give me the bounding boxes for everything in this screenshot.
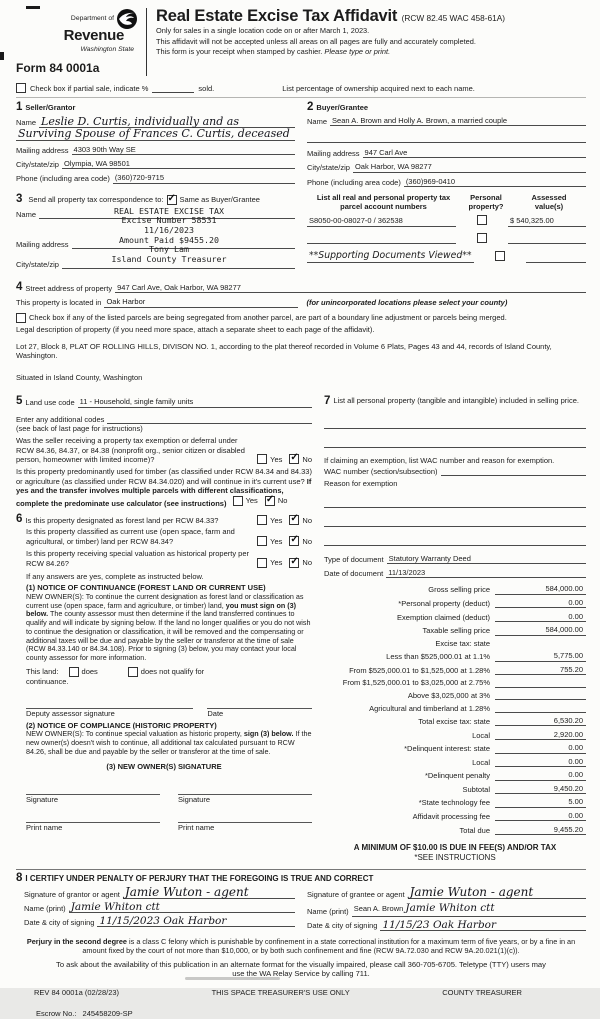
footer-row bbox=[16, 988, 586, 997]
tax-computation-table bbox=[324, 584, 586, 835]
tax-row-value[interactable]: 0.00 bbox=[495, 612, 586, 622]
tax-row-label: Affidavit processing fee bbox=[412, 812, 490, 822]
land-qualify-row bbox=[16, 667, 312, 677]
new-owner-signature-title: (3) NEW OWNER(S) SIGNATURE bbox=[106, 762, 222, 772]
corr-name-label: Name bbox=[16, 209, 37, 219]
type-of-document-label: Type of document bbox=[324, 554, 384, 564]
tax-row-value[interactable]: 2,920.00 bbox=[495, 730, 586, 740]
tax-row-label: *Delinquent interest: state bbox=[404, 744, 490, 754]
assessed-value-field-3[interactable] bbox=[526, 254, 586, 263]
land-use-section bbox=[16, 396, 312, 408]
deputy-assessor-signature-line[interactable] bbox=[26, 698, 193, 709]
treasurer-stamp bbox=[64, 207, 274, 265]
additional-codes-label: Enter any additional codes bbox=[16, 414, 105, 424]
grantor-datecity-label: Date & city of signing bbox=[24, 918, 95, 928]
personal-property-checkbox-3[interactable] bbox=[495, 251, 505, 261]
section-6-number: 6 bbox=[16, 512, 23, 525]
seller-name-field[interactable]: Leslie D. Curtis, individually and as bbox=[39, 116, 295, 128]
tax-row-value[interactable] bbox=[495, 712, 586, 713]
seller-citystatezip-label: City/state/zip bbox=[16, 160, 59, 170]
same-as-buyer-label: Same as Buyer/Grantee bbox=[179, 195, 260, 205]
alternate-format-notice: To ask about the availability of this publication in an alternate format for the visually impaired, please call 360-705-6705. Teletype (TTY) users may use the WA Relay Service by calling 711. bbox=[56, 959, 546, 979]
yes-label: Yes bbox=[270, 515, 283, 525]
buyer-phone-label: Phone (including area code) bbox=[307, 177, 401, 187]
assessed-value-field-1[interactable]: $ 540,325.00 bbox=[508, 216, 586, 226]
grantee-signature-field[interactable]: Jamie Wuton - agent bbox=[408, 887, 586, 899]
assessor-signature-row bbox=[16, 698, 312, 718]
tax-row-label: Excise tax: state bbox=[435, 638, 490, 648]
correspondence-fields bbox=[16, 205, 295, 274]
reason-line-3[interactable] bbox=[324, 537, 586, 546]
notice-continuance-title: (1) NOTICE OF CONTINUANCE (FOREST LAND OR CURRENT USE) bbox=[26, 583, 266, 593]
reason-line-2[interactable] bbox=[324, 518, 586, 527]
tax-row-value[interactable]: 755.20 bbox=[495, 665, 586, 675]
section-1-number: 1 bbox=[16, 101, 23, 114]
notice-compliance-text: NEW OWNER(S): To continue special valuation as historic property, sign (3) below. If the new owner(s) doesn't wish to continue, all additional tax calculated pursuant to RCW 84.26, shall be due and payable by the seller or transferor at the time of sale. bbox=[26, 729, 312, 756]
seller-name-field-line2[interactable]: Surviving Spouse of Frances C. Curtis, deceased bbox=[16, 128, 295, 141]
seller-grantor-section bbox=[16, 102, 295, 187]
seller-citystatezip-field[interactable]: Olympia, WA 98501 bbox=[62, 159, 295, 169]
seller-phone-field[interactable]: (360)720-9715 bbox=[113, 173, 295, 183]
street-address-label: Street address of property bbox=[25, 283, 113, 293]
land-use-label: Land use code bbox=[25, 398, 75, 408]
date-of-document-field[interactable]: 11/13/2023 bbox=[386, 568, 586, 578]
scan-artifact bbox=[185, 977, 280, 980]
stamp-line-1: REAL ESTATE EXCISE TAX bbox=[114, 205, 224, 216]
no-label: No bbox=[277, 495, 288, 505]
q6-1-yes-checkbox[interactable] bbox=[257, 515, 267, 525]
scan-artifact bbox=[26, 6, 40, 9]
header-note-2: This affidavit will not be accepted unless all areas on all pages are fully and accurately completed. bbox=[156, 36, 476, 46]
tax-row-label: Total excise tax: state bbox=[418, 717, 490, 727]
q6-3-no-checkbox[interactable] bbox=[289, 558, 299, 568]
right-column bbox=[324, 396, 586, 863]
q5-2-no-checkbox[interactable] bbox=[265, 496, 275, 506]
tax-row-label: From $1,525,000.01 to $3,025,000 at 2.75% bbox=[342, 678, 490, 688]
owner-printname-row bbox=[16, 812, 312, 832]
stamp-line-2: Excise Number 58531 bbox=[121, 215, 217, 226]
partial-sale-row bbox=[16, 83, 586, 98]
assessed-value-field-2[interactable] bbox=[508, 235, 586, 244]
partial-sale-label: Check box if partial sale, indicate % bbox=[30, 83, 149, 93]
exemption-note: If claiming an exemption, list WAC number and reason for exemption. bbox=[324, 455, 555, 465]
land-use-field[interactable]: 11 - Household, single family units bbox=[78, 397, 312, 407]
buyer-grantee-section bbox=[307, 102, 586, 187]
tax-row-value[interactable]: 9,455.20 bbox=[495, 825, 586, 835]
tax-row-value[interactable]: 6,530.20 bbox=[495, 716, 586, 726]
tax-row-label: Agricultural and timberland at 1.28% bbox=[369, 703, 490, 713]
current-use-question: Is this property classified as current use (open space, farm and agricultural, or timber) land per RCW 84.34? bbox=[26, 527, 235, 546]
tax-row-value[interactable]: 584,000.00 bbox=[495, 584, 586, 594]
tax-row-value[interactable]: 5.00 bbox=[495, 797, 586, 807]
legal-description-text: Lot 27, Block 8, PLAT OF ROLLING HILLS, DIVISON NO. 1, according to the plat thereof recorded in Volume 6 Plats, Pages 43 and 44, records of Island County, Washington. bbox=[16, 341, 552, 361]
buyer-name-field[interactable]: Sean A. Brown and Holly A. Brown, a married couple bbox=[330, 116, 586, 126]
personal-property-header: Personal property? bbox=[468, 193, 504, 211]
this-land-label: This land: bbox=[26, 667, 59, 677]
parcel-row-1 bbox=[307, 215, 586, 226]
parcel-number-field-2[interactable] bbox=[307, 235, 456, 244]
header-note-1: Only for sales in a single location code on or after March 1, 2023. bbox=[156, 26, 370, 36]
grantee-datecity-label: Date & city of signing bbox=[307, 921, 378, 931]
parcel-row-3 bbox=[307, 250, 586, 263]
yes-label: Yes bbox=[245, 495, 258, 505]
grantor-signature-block bbox=[16, 887, 295, 930]
forest-land-question-row bbox=[16, 514, 312, 526]
grantee-printname-field[interactable]: Sean A. Brown Jamie Whiton ctt bbox=[352, 902, 586, 916]
ownership-percent-note: List percentage of ownership acquired next to each name. bbox=[282, 83, 475, 93]
section-3-number: 3 bbox=[16, 193, 23, 206]
section-8-number: 8 bbox=[16, 871, 23, 884]
land-does-checkbox[interactable] bbox=[69, 667, 79, 677]
assessed-value-header: Assessed value(s) bbox=[531, 193, 567, 211]
q5-1-no-checkbox[interactable] bbox=[289, 454, 299, 464]
signature-label: Signature bbox=[26, 794, 59, 804]
escrow-label: Escrow No.: bbox=[36, 1009, 77, 1019]
see-instructions-note: *SEE INSTRUCTIONS bbox=[414, 852, 496, 862]
buyer-mailing-field[interactable]: 947 Carl Ave bbox=[363, 148, 586, 158]
seller-title: Seller/Grantor bbox=[25, 103, 76, 113]
located-in-field[interactable]: Oak Harbor bbox=[104, 297, 298, 307]
section-7-number: 7 bbox=[324, 395, 331, 408]
date-of-document-label: Date of document bbox=[324, 569, 384, 579]
form-number: Form 84 0001a bbox=[16, 61, 100, 76]
page-title: Real Estate Excise Tax Affidavit (RCW 82.45 WAC 458-61A) bbox=[156, 7, 506, 25]
assessor-date-line[interactable] bbox=[207, 698, 312, 709]
assessor-date-label: Date bbox=[207, 709, 224, 719]
section-5-number: 5 bbox=[16, 395, 23, 408]
grantor-printname-label: Name (print) bbox=[24, 904, 66, 914]
seller-mailing-field[interactable]: 4303 90th Way SE bbox=[72, 145, 295, 155]
historical-question: Is this property receiving special valuation as historical property per RCW 84.26? bbox=[26, 549, 250, 568]
scan-artifact bbox=[0, 52, 4, 60]
rev-form-id: REV 84 0001a (02/28/23) bbox=[34, 987, 120, 997]
print-name-label: Print name bbox=[26, 823, 63, 833]
escrow-row bbox=[16, 1009, 586, 1018]
grantee-sig-label: Signature of grantee or agent bbox=[307, 890, 405, 900]
rcw-reference: (RCW 82.45 WAC 458-61A) bbox=[401, 13, 506, 23]
reason-line-1[interactable] bbox=[324, 499, 586, 508]
street-address-field[interactable]: 947 Carl Ave, Oak Harbor, WA 98277 bbox=[115, 283, 586, 293]
tax-row-label: Less than $525,000.01 at 1.1% bbox=[386, 652, 490, 662]
segregated-checkbox[interactable] bbox=[16, 313, 26, 323]
tax-row-value[interactable]: 0.00 bbox=[495, 743, 586, 753]
grantor-sig-label: Signature of grantor or agent bbox=[24, 890, 120, 900]
grantor-datecity-field[interactable]: 11/15/2023 Oak Harbor bbox=[97, 916, 295, 927]
tax-row-label: Local bbox=[472, 730, 490, 740]
agency-block bbox=[16, 8, 147, 76]
stamp-line-5: Tony Lam bbox=[149, 244, 189, 255]
parcel-number-field-1[interactable]: S8050-00-08027-0 / 362538 bbox=[307, 216, 456, 226]
tax-row-label: Exemption claimed (deduct) bbox=[397, 612, 490, 622]
parcel-row-2 bbox=[307, 233, 586, 244]
deputy-assessor-label: Deputy assessor signature bbox=[26, 709, 115, 719]
current-use-question-row bbox=[16, 527, 312, 546]
tax-row-value[interactable]: 0.00 bbox=[495, 757, 586, 767]
notice-compliance-title: (2) NOTICE OF COMPLIANCE (HISTORIC PROPERTY) bbox=[26, 720, 217, 730]
exemption-deferral-question: Was the seller receiving a property tax exemption or deferral under RCW 84.36, 84.37, or 84.38 (nonprofit org., senior citizen or disabled person, homeowner with limited income)? bbox=[16, 436, 245, 465]
does-not-label: does not qualify for bbox=[140, 667, 205, 677]
no-label: No bbox=[302, 536, 312, 546]
section-4-number: 4 bbox=[16, 280, 23, 293]
grantee-printname-label: Name (print) bbox=[307, 907, 349, 917]
tax-row-value[interactable]: 0.00 bbox=[495, 811, 586, 821]
stamp-line-4: Amount Paid $9455.20 bbox=[119, 234, 219, 245]
q6-1-no-checkbox[interactable] bbox=[289, 515, 299, 525]
q6-3-yes-checkbox[interactable] bbox=[257, 558, 267, 568]
historical-question-row bbox=[16, 549, 312, 568]
parcel-table bbox=[307, 194, 586, 274]
seller-phone-label: Phone (including area code) bbox=[16, 174, 110, 184]
buyer-phone-field[interactable]: (360)969-0410 bbox=[404, 177, 586, 187]
situated-in-text: Situated in Island County, Washington bbox=[16, 372, 143, 382]
tax-row-value[interactable]: 584,000.00 bbox=[495, 625, 586, 635]
personal-property-checkbox-1[interactable] bbox=[477, 215, 487, 225]
supporting-documents-note: **Supporting Documents Viewed** bbox=[309, 250, 472, 262]
tax-row-value[interactable]: 9,450.20 bbox=[495, 784, 586, 794]
personal-property-intro: List all personal property (tangible and intangible) included in selling price. bbox=[333, 396, 579, 406]
correspondence-intro: Send all property tax correspondence to: bbox=[28, 195, 164, 205]
county-treasurer-label: COUNTY TREASURER bbox=[442, 987, 522, 997]
partial-sale-checkbox[interactable] bbox=[16, 83, 26, 93]
same-as-buyer-checkbox[interactable] bbox=[167, 195, 177, 205]
washington-state-label: Washington State bbox=[80, 45, 134, 53]
buyer-name-field-line2[interactable] bbox=[307, 134, 586, 143]
personal-property-line-2[interactable] bbox=[324, 439, 586, 448]
no-label: No bbox=[302, 558, 312, 568]
owner-signature-row bbox=[16, 784, 312, 804]
grantee-datecity-field[interactable]: 11/15/23 Oak Harbor bbox=[380, 920, 586, 931]
section-2-number: 2 bbox=[307, 101, 314, 114]
county-note: (for unincorporated locations please select your county) bbox=[306, 298, 508, 308]
tax-row-label: *Delinquent penalty bbox=[424, 771, 490, 781]
tax-row-label: *Personal property (deduct) bbox=[398, 599, 490, 609]
owner-printname-line-1[interactable] bbox=[26, 812, 160, 823]
timber-agriculture-question: Is this property predominantly used for timber (as classified under RCW 84.34 and 84.33) or agriculture (as classified under RCW 84.34.020) and will continue in it's current use? If yes and the transfer involves multiple parcels with different classifications, complete the predominate use calculator (see instructions) Yes ✓ No bbox=[16, 467, 312, 508]
left-column bbox=[16, 396, 312, 863]
grantee-printname-handwriting: Jamie Whiton ctt bbox=[405, 902, 495, 915]
buyer-citystatezip-field[interactable]: Oak Harbor, WA 98277 bbox=[353, 162, 586, 172]
if-yes-note: If any answers are yes, complete as instructed below. bbox=[26, 571, 204, 581]
minimum-fee-note: A MINIMUM OF $10.00 IS DUE IN FEE(S) AND/OR TAX bbox=[353, 842, 557, 852]
treasurer-use-label: THIS SPACE TREASURER'S USE ONLY bbox=[211, 987, 350, 997]
title-block bbox=[147, 8, 586, 76]
tax-row-value[interactable] bbox=[495, 699, 586, 700]
no-label: No bbox=[302, 515, 312, 525]
forest-land-question: Is this property designated as forest land per RCW 84.33? bbox=[25, 516, 219, 526]
signature-label: Signature bbox=[178, 794, 211, 804]
tax-row-label: Taxable selling price bbox=[422, 626, 490, 636]
tax-row-value[interactable]: 0.00 bbox=[495, 770, 586, 780]
tax-row-value[interactable]: 0.00 bbox=[495, 598, 586, 608]
additional-codes-field[interactable] bbox=[107, 415, 312, 424]
buyer-citystatezip-label: City/state/zip bbox=[307, 163, 350, 173]
no-label: No bbox=[302, 454, 312, 464]
grantor-printname-field[interactable]: Jamie Whiton ctt bbox=[69, 902, 295, 913]
yes-label: Yes bbox=[270, 558, 283, 568]
q5-2-yes-checkbox[interactable] bbox=[233, 496, 243, 506]
q6-2-no-checkbox[interactable] bbox=[289, 536, 299, 546]
q6-2-yes-checkbox[interactable] bbox=[257, 536, 267, 546]
form-header bbox=[16, 8, 586, 78]
tax-row-label: Local bbox=[472, 757, 490, 767]
see-back-note: (see back of last page for instructions) bbox=[16, 423, 143, 433]
tax-row-value[interactable]: 5,775.00 bbox=[495, 651, 586, 661]
tax-row-label: Gross selling price bbox=[428, 585, 490, 595]
yes-label: Yes bbox=[270, 536, 283, 546]
q5-1-yes-checkbox[interactable] bbox=[257, 454, 267, 464]
owner-signature-line-1[interactable] bbox=[26, 784, 160, 795]
grantee-signature-block bbox=[307, 887, 586, 930]
print-name-label: Print name bbox=[178, 823, 215, 833]
buyer-title: Buyer/Grantee bbox=[316, 103, 369, 113]
wac-number-label: WAC number (section/subsection) bbox=[324, 466, 438, 476]
yes-label: Yes bbox=[270, 454, 283, 464]
reason-exemption-label: Reason for exemption bbox=[324, 479, 398, 489]
certify-statement: I CERTIFY UNDER PENALTY OF PERJURY THAT THE FOREGOING IS TRUE AND CORRECT bbox=[25, 873, 374, 883]
tax-row-label: *State technology fee bbox=[418, 798, 490, 808]
continuance-label: continuance. bbox=[26, 676, 69, 686]
personal-property-checkbox-2[interactable] bbox=[477, 233, 487, 243]
buyer-mailing-label: Mailing address bbox=[307, 149, 360, 159]
legal-description-label: Legal description of property (if you need more space, attach a separate sheet to each page of the affidavit). bbox=[16, 324, 375, 334]
tax-row-label: From $525,000.01 to $1,525,000 at 1.28% bbox=[349, 665, 490, 675]
notice-continuance-text: NEW OWNER(S): To continue the current designation as forest land or classification as current use (open space, farm and agriculture, or timber) land, you must sign on (3) below. The county assessor must then determine if the land transferred continues to qualify and will indicate by signing below. If the land no longer qualifies or you do not wish to continue the designation or classification, it will be removed and the compensating or additional taxes will be due and payable by the seller or transferor at the time of sale (RCW 84.33.140 or 84.34.108). Prior to signing (3) below, you may contact your local county assessor for more information. bbox=[26, 591, 311, 663]
escrow-number: 245458209-SP bbox=[82, 1009, 133, 1019]
partial-sale-percent-field[interactable] bbox=[152, 84, 194, 93]
grantor-signature-field[interactable]: Jamie Wuton - agent bbox=[123, 887, 295, 899]
header-note-3: This form is your receipt when stamped by cashier. Please type or print. bbox=[156, 46, 391, 56]
sold-label: sold. bbox=[198, 83, 215, 93]
corr-citystatezip-label: City/state/zip bbox=[16, 259, 59, 269]
segregated-label: Check box if any of the listed parcels are being segregated from another parcel, are part of a boundary line adjustment or parcels being merged. bbox=[29, 312, 507, 322]
owner-signature-line-2[interactable] bbox=[178, 784, 312, 795]
owner-printname-line-2[interactable] bbox=[178, 812, 312, 823]
does-label: does bbox=[81, 667, 98, 677]
type-of-document-field[interactable]: Statutory Warranty Deed bbox=[387, 554, 586, 564]
stamp-line-3: 11/16/2023 bbox=[144, 224, 194, 235]
property-address-section bbox=[16, 282, 586, 382]
tax-correspondence-section bbox=[16, 194, 295, 274]
tax-row-label: Subtotal bbox=[462, 784, 490, 794]
perjury-notice: Perjury in the second degree is a class C felony which is punishable by confinement in a state correctional institution for a maximum term of five years, or by a fine in an amount fixed by the court of not more than $10,000, or by both such confinement and fine (RCW 9A.72.030 and RCW 9A.20.021(1)(c)). bbox=[26, 936, 576, 955]
located-in-label: This property is located in bbox=[16, 298, 102, 308]
tax-row-value[interactable] bbox=[495, 687, 586, 688]
seller-name-label: Name bbox=[16, 118, 37, 128]
buyer-name-label: Name bbox=[307, 116, 328, 126]
revenue-wordmark: Revenue bbox=[63, 27, 124, 44]
dept-of-label: Department of bbox=[70, 14, 114, 22]
wac-number-field[interactable] bbox=[441, 467, 586, 476]
land-does-not-checkbox[interactable] bbox=[128, 667, 138, 677]
seller-mailing-label: Mailing address bbox=[16, 145, 69, 155]
certification-section bbox=[16, 869, 586, 931]
stamp-line-6: Island County Treasurer bbox=[111, 253, 227, 264]
tax-row-label: Above $3,025,000 at 3% bbox=[407, 690, 490, 700]
parcel-numbers-header: List all real and personal property tax parcel account numbers bbox=[316, 193, 451, 211]
personal-property-line-1[interactable] bbox=[324, 420, 586, 429]
corr-mailing-label: Mailing address bbox=[16, 239, 69, 249]
tax-row-label: Total due bbox=[459, 825, 490, 835]
